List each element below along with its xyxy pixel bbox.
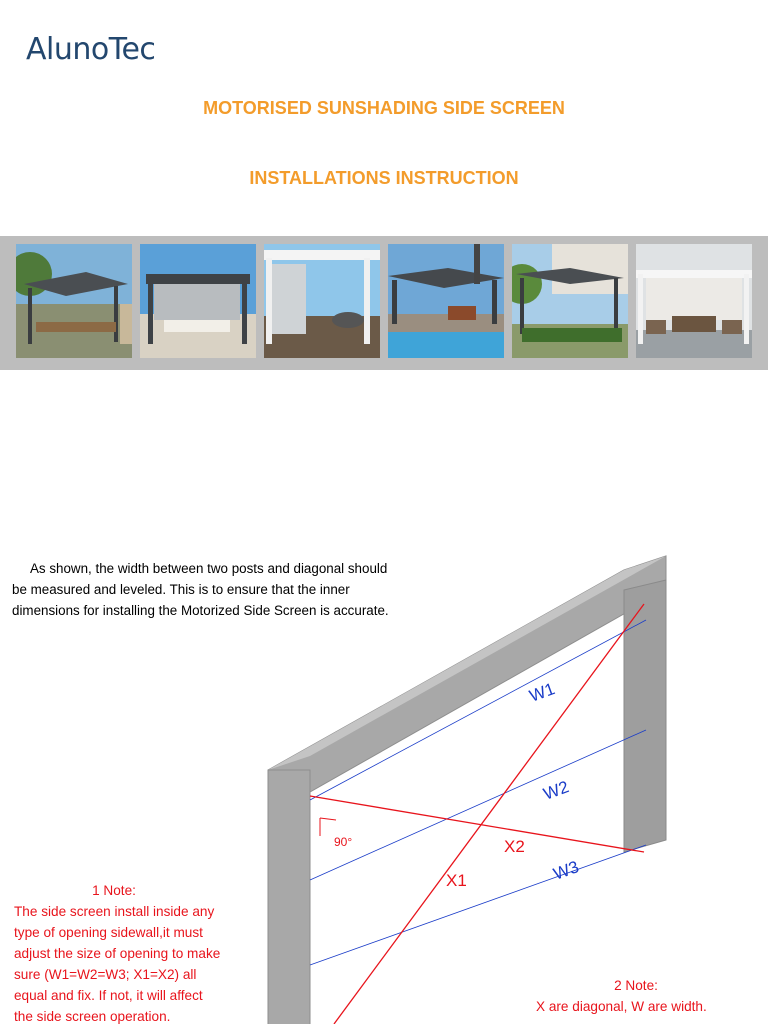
- w3-label: W3: [550, 857, 582, 884]
- note-1-line-3: adjust the size of opening to make: [14, 946, 221, 961]
- note-1-heading: 1 Note:: [92, 883, 136, 898]
- note-1-line-5: equal and fix. If not, it will affect: [14, 988, 203, 1003]
- angle-label: 90°: [334, 835, 353, 849]
- note-2-heading: 2 Note:: [614, 978, 658, 993]
- right-angle-marker: [320, 818, 336, 836]
- pergola-photo-4: [388, 244, 504, 358]
- intro-line-1: As shown, the width between two posts and diagonal should: [30, 561, 388, 576]
- w2-label: W2: [540, 777, 572, 804]
- x2-label: X2: [504, 837, 525, 856]
- note-1-line-2: type of opening sidewall,it must: [14, 925, 203, 940]
- pergola-photo-2: [140, 244, 256, 358]
- pergola-photo-5: [512, 244, 628, 358]
- pergola-photo-1: [16, 244, 132, 358]
- page-subtitle: INSTALLATIONS INSTRUCTION: [249, 168, 519, 188]
- page-title: MOTORISED SUNSHADING SIDE SCREEN: [203, 98, 565, 118]
- note-1-line-6: the side screen operation.: [14, 1009, 171, 1024]
- x1-label: X1: [446, 871, 467, 890]
- note-1-line-1: The side screen install inside any: [14, 904, 215, 919]
- photo-gallery: [0, 236, 768, 370]
- note-2-line-1: X are diagonal, W are width.: [536, 999, 707, 1014]
- frame: [268, 556, 666, 1024]
- note-2: [536, 975, 766, 1017]
- brand-logo: AlunoTec: [26, 32, 156, 67]
- intro-line-3: dimensions for installing the Motorized Side Screen is accurate.: [12, 603, 389, 618]
- intro-line-2: be measured and leveled. This is to ensure that the inner: [12, 582, 350, 597]
- note-1-line-4: sure (W1=W2=W3; X1=X2) all: [14, 967, 197, 982]
- w1-label: W1: [526, 679, 558, 706]
- note-1: [14, 880, 254, 1027]
- pergola-photo-6: [636, 244, 752, 358]
- pergola-photo-3: [264, 244, 380, 358]
